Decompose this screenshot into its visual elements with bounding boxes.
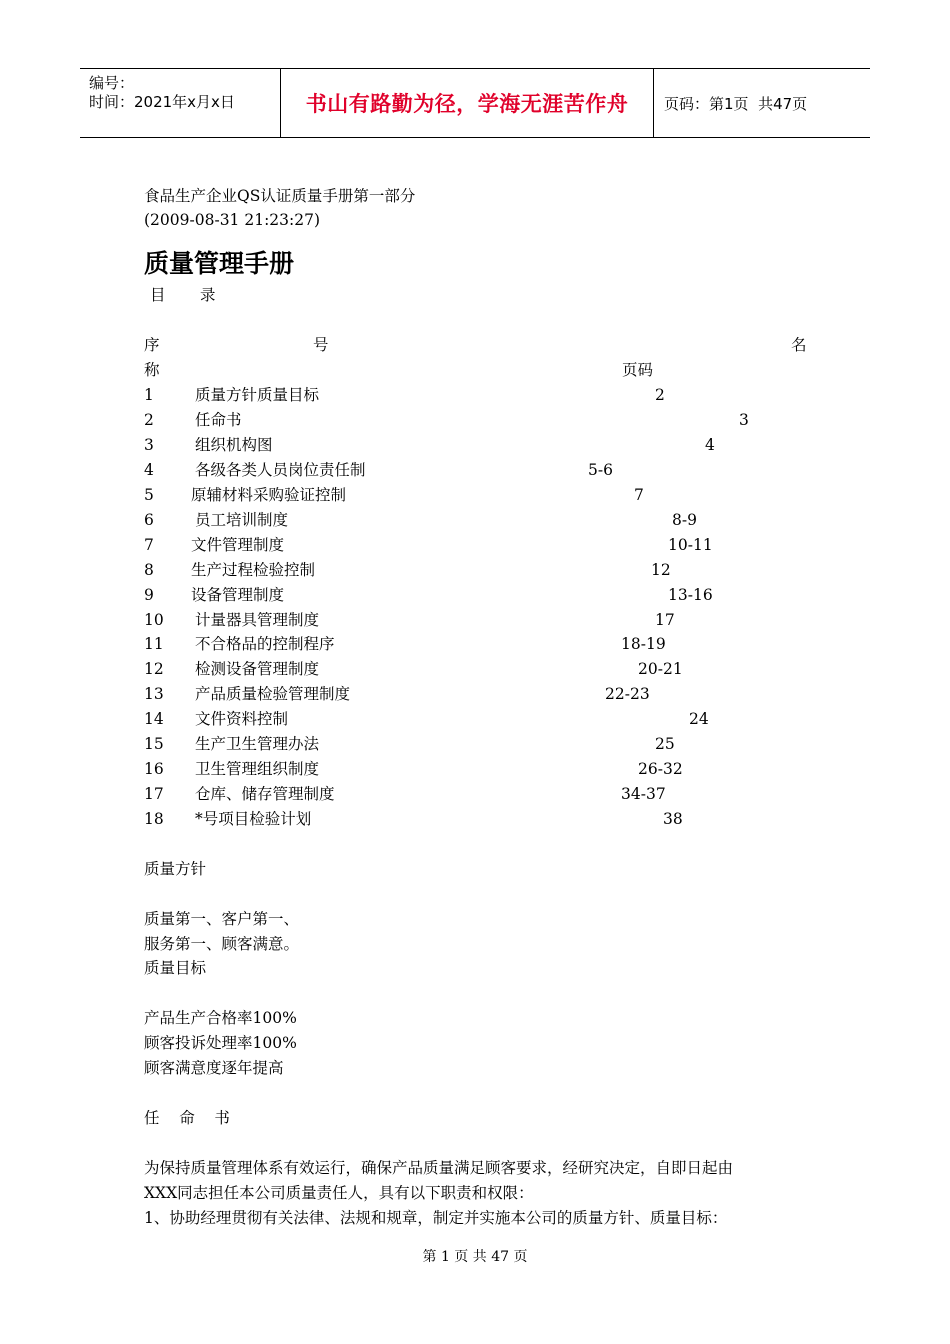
toc-page: 8-9 — [672, 511, 697, 529]
appointment-heading: 任 命 书 — [144, 1109, 230, 1127]
toc-no: 7 — [144, 536, 154, 554]
toc-name: 卫生管理组织制度 — [195, 760, 320, 778]
toc-no: 10 — [144, 611, 164, 629]
toc-page: 26-32 — [638, 760, 683, 778]
toc-name: 任命书 — [195, 411, 242, 429]
toc-no: 3 — [144, 436, 154, 454]
policy-line-2: 服务第一、顾客满意。 — [144, 935, 300, 953]
toc-col-seq: 序 — [144, 336, 160, 354]
toc-col-name-2: 称 — [144, 361, 160, 379]
toc-heading: 目 录 — [150, 286, 216, 304]
document-title: 质量管理手册 — [144, 249, 295, 278]
appointment-para-1: 为保持质量管理体系有效运行，确保产品质量满足顾客要求，经研究决定，自即日起由 — [144, 1159, 734, 1177]
toc-no: 17 — [144, 785, 164, 803]
goal-heading: 质量目标 — [144, 959, 207, 977]
toc-page: 7 — [634, 486, 644, 504]
appointment-para-2: XXX同志担任本公司质量责任人，具有以下职责和权限： — [144, 1184, 534, 1202]
toc-page: 17 — [655, 611, 675, 629]
toc-page: 20-21 — [638, 660, 683, 678]
toc-page: 22-23 — [605, 685, 650, 703]
goal-3: 顾客满意度逐年提高 — [144, 1059, 284, 1077]
toc-page: 24 — [689, 710, 709, 728]
timestamp: (2009-08-31 21:23:27) — [144, 211, 321, 229]
header-motto: 书山有路勤为径，学海无涯苦作舟 — [281, 69, 654, 137]
toc-name: 产品质量检验管理制度 — [195, 685, 351, 703]
toc-col-no: 号 — [313, 336, 329, 354]
goal-2: 顾客投诉处理率100% — [144, 1034, 297, 1052]
toc-no: 9 — [144, 586, 154, 604]
toc-no: 5 — [144, 486, 154, 504]
toc-page: 3 — [739, 411, 749, 429]
toc-no: 1 — [144, 386, 154, 404]
toc-name: 检测设备管理制度 — [195, 660, 320, 678]
toc-page: 10-11 — [668, 536, 713, 554]
toc-col-name-1: 名 — [791, 336, 807, 354]
toc-name: 文件资料控制 — [195, 710, 289, 728]
toc-col-page: 页码 — [622, 361, 654, 379]
header-meta-cell — [80, 69, 281, 137]
toc-name: 不合格品的控制程序 — [195, 635, 335, 653]
toc-name: 生产卫生管理办法 — [195, 735, 320, 753]
policy-heading: 质量方针 — [144, 860, 207, 878]
toc-no: 6 — [144, 511, 154, 529]
toc-no: 16 — [144, 760, 164, 778]
toc-name: 质量方针质量目标 — [195, 386, 320, 404]
toc-name: 原辅材料采购验证控制 — [191, 486, 347, 504]
toc-page: 25 — [655, 735, 675, 753]
header-page-info: 页码：第1页 共47页 — [664, 94, 808, 113]
toc-no: 14 — [144, 710, 164, 728]
toc-name: 员工培训制度 — [195, 511, 289, 529]
toc-no: 13 — [144, 685, 164, 703]
toc-name: 计量器具管理制度 — [195, 611, 320, 629]
toc-page: 4 — [705, 436, 715, 454]
toc-name: 设备管理制度 — [191, 586, 285, 604]
goal-1: 产品生产合格率100% — [144, 1009, 297, 1027]
page-header — [80, 68, 870, 138]
toc-page: 13-16 — [668, 586, 713, 604]
toc-name: 仓库、储存管理制度 — [195, 785, 335, 803]
source-title: 食品生产企业QS认证质量手册第一部分 — [144, 187, 416, 205]
page-footer: 第 1 页 共 47 页 — [422, 1249, 528, 1265]
toc-no: 11 — [144, 635, 164, 653]
toc-no: 8 — [144, 561, 154, 579]
toc-no: 18 — [144, 810, 164, 828]
toc-no: 2 — [144, 411, 154, 429]
appointment-item-1: 1、协助经理贯彻有关法律、法规和规章，制定并实施本公司的质量方针、质量目标： — [144, 1209, 728, 1227]
toc-name: 组织机构图 — [195, 436, 273, 454]
toc-page: 12 — [651, 561, 671, 579]
toc-name: 文件管理制度 — [191, 536, 285, 554]
toc-name: 各级各类人员岗位责任制 — [195, 461, 366, 479]
toc-page: 38 — [663, 810, 683, 828]
toc-name: *号项目检验计划 — [195, 810, 312, 828]
toc-no: 4 — [144, 461, 154, 479]
toc-page: 18-19 — [621, 635, 666, 653]
toc-name: 生产过程检验控制 — [191, 561, 316, 579]
number-label: 编号： — [89, 74, 135, 92]
toc-page: 2 — [655, 386, 665, 404]
toc-no: 15 — [144, 735, 164, 753]
policy-line-1: 质量第一、客户第一、 — [144, 910, 300, 928]
toc-no: 12 — [144, 660, 164, 678]
toc-page: 5-6 — [588, 461, 613, 479]
toc-page: 34-37 — [621, 785, 666, 803]
date-label: 时间：2021年x月x日 — [89, 93, 235, 111]
